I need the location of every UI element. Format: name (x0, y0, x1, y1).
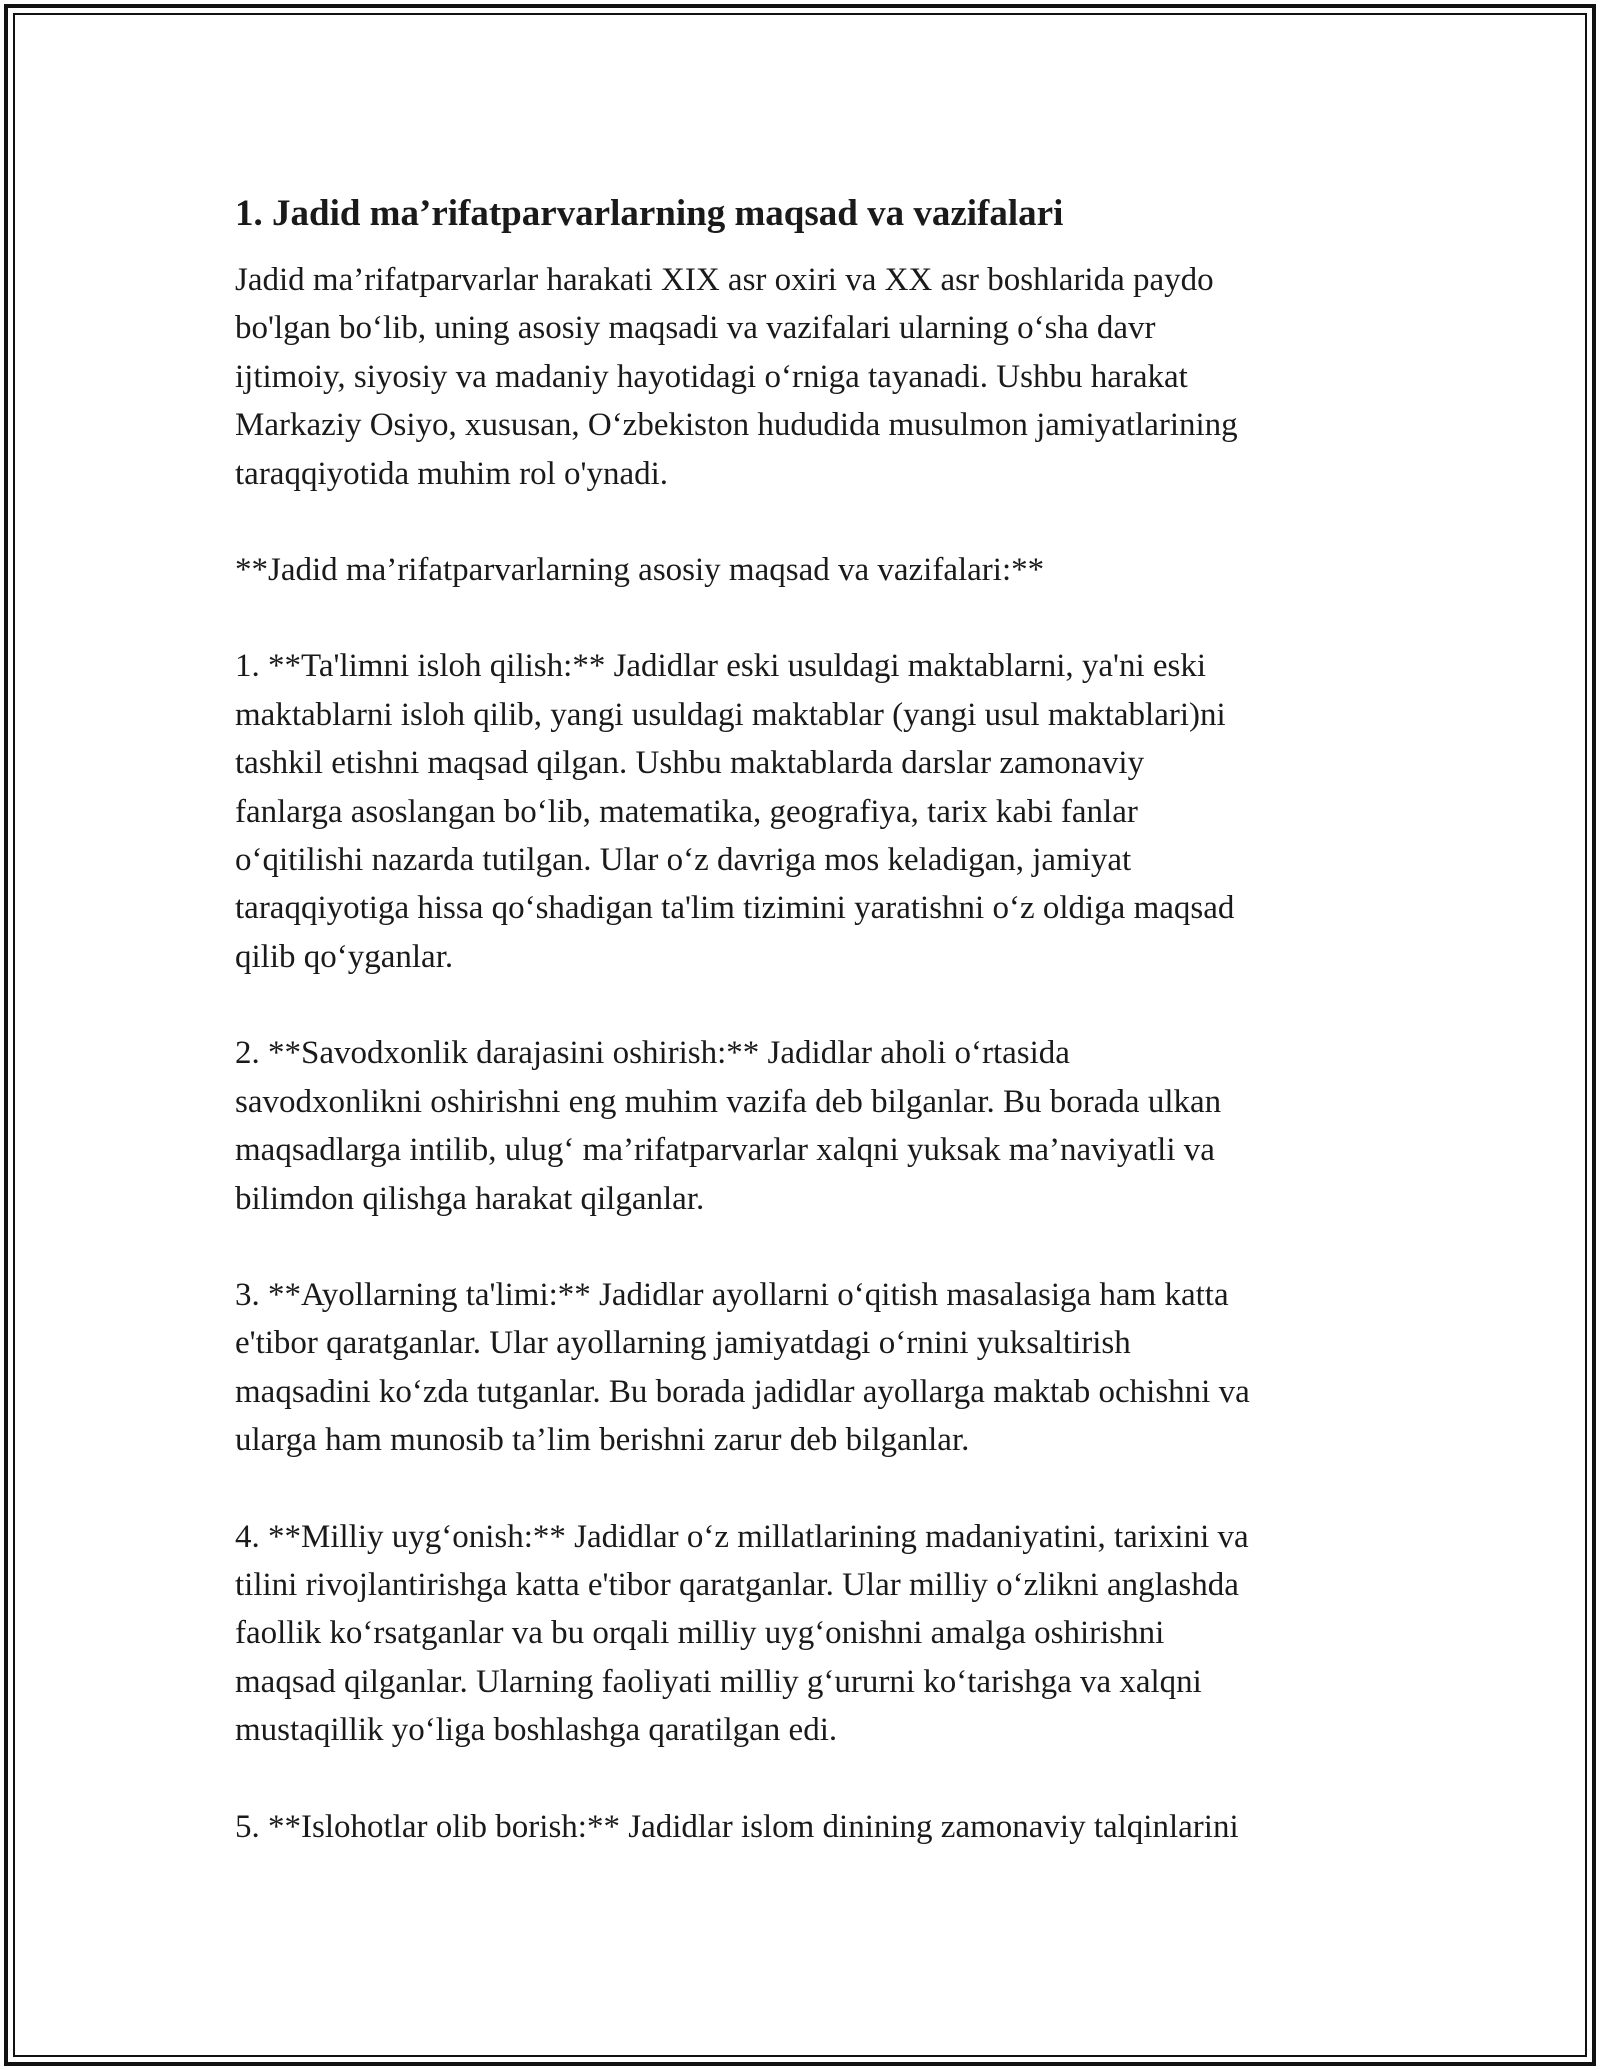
text-line: Markaziy Osiyo, xususan, O‘zbekiston hududida musulmon jamiyatlarining (235, 407, 1238, 444)
document-page (235, 186, 1385, 1899)
text-line: e'tibor qaratganlar. Ular ayollarning jamiyatdagi o‘rnini yuksaltirish (235, 1325, 1131, 1362)
text-line: o‘qitilishi nazarda tutilgan. Ular o‘z davriga mos keladigan, jamiyat (235, 842, 1132, 879)
text-line: 1. **Ta'limni isloh qilish:** Jadidlar eski usuldagi maktablarni, ya'ni eski (235, 648, 1207, 685)
text-line: maqsadlarga intilib, ulug‘ ma’rifatparvarlar xalqni yuksak ma’naviyatli va (235, 1132, 1215, 1169)
text-line: 4. **Milliy uyg‘onish:** Jadidlar o‘z millatlarining madaniyatini, tarixini va (235, 1518, 1249, 1555)
list-item-3-paragraph (235, 1271, 1385, 1465)
text-line: mustaqillik yo‘liga boshlashga qaratilgan edi. (235, 1712, 838, 1749)
section-heading: 1. Jadid ma’rifatparvarlarning maqsad va vazifalari (235, 193, 1064, 234)
text-line: fanlarga asoslangan bo‘lib, matematika, geografiya, tarix kabi fanlar (235, 793, 1138, 830)
text-line: maqsad qilganlar. Ularning faoliyati milliy g‘ururni ko‘tarishga va xalqni (235, 1663, 1202, 1700)
list-item-2-paragraph (235, 1029, 1385, 1223)
text-line: maktablarni isloh qilib, yangi usuldagi maktablar (yangi usul maktablari)ni (235, 696, 1226, 733)
list-item-4-paragraph (235, 1513, 1385, 1755)
text-line: savodxonlikni oshirishni eng muhim vazifa deb bilganlar. Bu borada ulkan (235, 1083, 1222, 1120)
text-line: qilib qo‘yganlar. (235, 938, 454, 975)
text-line: 3. **Ayollarning ta'limi:** Jadidlar ayollarni o‘qitish masalasiga ham katta (235, 1276, 1229, 1313)
text-line: tashkil etishni maqsad qilgan. Ushbu maktablarda darslar zamonaviy (235, 745, 1145, 782)
text-line: **Jadid ma’rifatparvarlarning asosiy maqsad va vazifalari:** (235, 552, 1045, 589)
text-line: ularga ham munosib ta’lim berishni zarur deb bilganlar. (235, 1422, 970, 1459)
list-item-5-paragraph (235, 1803, 1385, 1851)
intro-paragraph (235, 256, 1385, 498)
text-line: faollik ko‘rsatganlar va bu orqali milliy uyg‘onishni amalga oshirishni (235, 1615, 1165, 1652)
text-line: bo'lgan bo‘lib, uning asosiy maqsadi va vazifalari ularning o‘sha davr (235, 310, 1156, 347)
text-line: 2. **Savodxonlik darajasini oshirish:** Jadidlar aholi o‘rtasida (235, 1035, 1070, 1072)
text-line: maqsadini ko‘zda tutganlar. Bu borada jadidlar ayollarga maktab ochishni va (235, 1373, 1250, 1410)
list-item-1-paragraph (235, 642, 1385, 981)
text-line: 5. **Islohotlar olib borish:** Jadidlar islom dinining zamonaviy talqinlarini (235, 1808, 1239, 1845)
text-line: taraqqiyotida muhim rol o'ynadi. (235, 455, 669, 492)
text-line: tilini rivojlantirishga katta e'tibor qaratganlar. Ular milliy o‘zlikni anglashda (235, 1566, 1239, 1603)
text-line: ijtimoiy, siyosiy va madaniy hayotidagi o‘rniga tayanadi. Ushbu harakat (235, 358, 1188, 395)
list-intro-paragraph (235, 546, 1385, 594)
text-line: taraqqiyotiga hissa qo‘shadigan ta'lim tizimini yaratishni o‘z oldiga maqsad (235, 890, 1235, 927)
text-line: bilimdon qilishga harakat qilganlar. (235, 1180, 705, 1217)
text-line: Jadid ma’rifatparvarlar harakati XIX asr oxiri va XX asr boshlarida paydo (235, 262, 1214, 298)
